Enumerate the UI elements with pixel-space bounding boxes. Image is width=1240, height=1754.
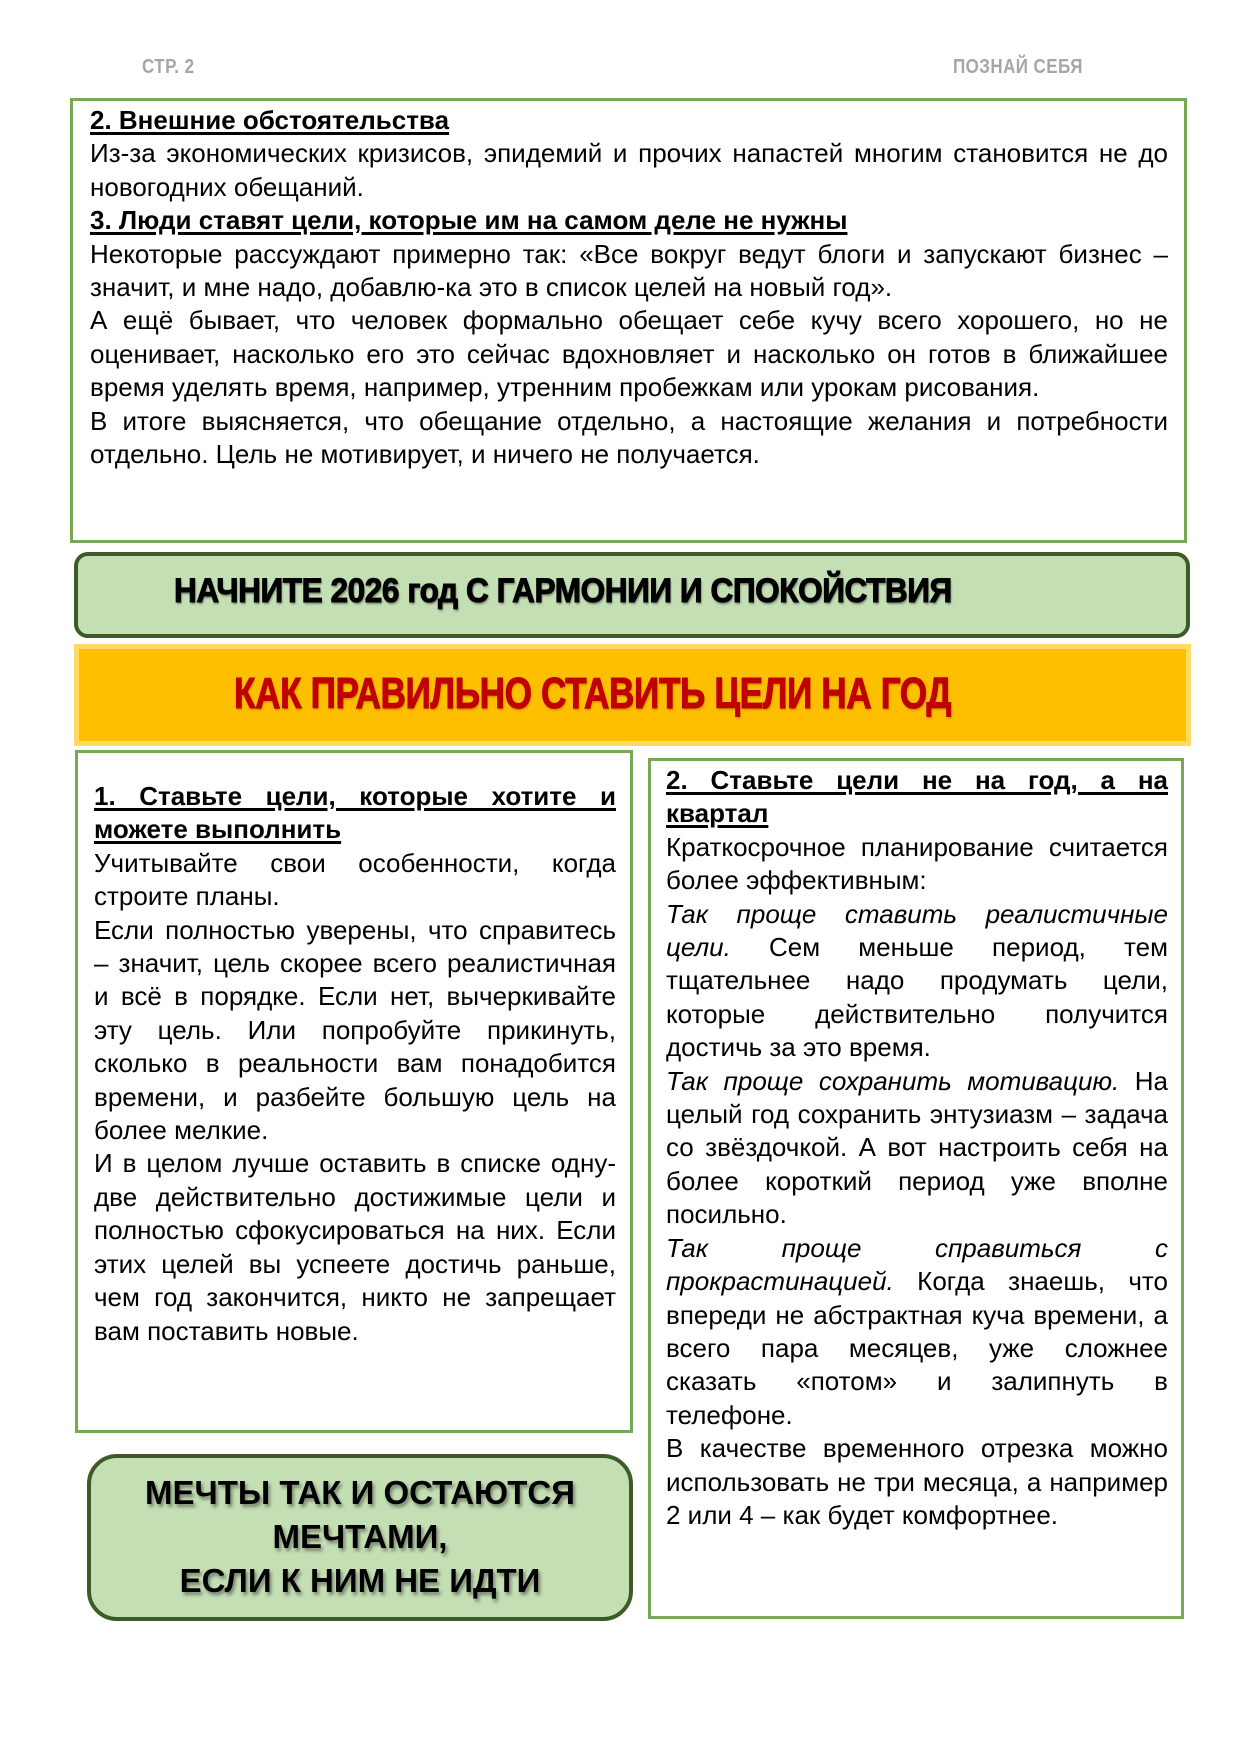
heading-external-circumstances: 2. Внешние обстоятельства <box>90 105 450 135</box>
page-number-label: СТР. 2 <box>142 56 195 78</box>
heading-quarterly-goals: 2. Ставьте цели не на год, а на квартал <box>666 765 1168 829</box>
harmony-banner-text: НАЧНИТЕ 2026 год С ГАРМОНИИ И СПОКОЙСТВИЯ <box>174 572 952 610</box>
paragraph-external-circumstances: Из-за экономических кризисов, эпидемий и прочих напастей многим становится не до новогодних обещаний. <box>90 138 1168 202</box>
point-keep-motivation-lead: Так проще сохранить мотивацию. <box>666 1065 1120 1096</box>
paragraph-time-period: В качестве временного отрезка можно использовать не три месяца, а например 2 или 4 – как будет комфортнее. <box>666 1433 1168 1530</box>
paragraph-conclusion: В итоге выясняется, что обещание отдельно, а настоящие желания и потребности отдельно. Цель не мотивирует, и ничего не получается. <box>90 405 1168 470</box>
dreams-quote-banner <box>87 1454 633 1621</box>
paragraph-if-confident: Если полностью уверены, что справитесь – значит, цель скорее всего реалистичная и всё в порядке. Если нет, вычеркивайте эту цель. Или попробуйте прикинуть, сколько в реальности вам понадобится времени, и разбейте большую цель на более мелкие. <box>94 914 616 1146</box>
goals-title-text: КАК ПРАВИЛЬНО СТАВИТЬ ЦЕЛИ НА ГОД <box>234 669 951 718</box>
dreams-quote-line-1: МЕЧТЫ ТАК И ОСТАЮТСЯ <box>145 1474 575 1511</box>
point-keep-motivation <box>666 1065 1168 1232</box>
paragraph-short-term-intro: Краткосрочное планирование считается более эффективным: <box>666 831 1168 896</box>
point-realistic-goals-lead: Так проще ставить реалистичные цели. <box>666 898 1168 963</box>
paragraph-formal-promises: А ещё бывает, что человек формально обещает себе кучу всего хорошего, но не оценивает, насколько его это сейчас вдохновляет и насколько он готов в ближайшее время уделять время, например, утренним пробежкам или урокам рисования. <box>90 305 1168 403</box>
point-procrastination-body: Когда знаешь, что впереди не абстрактная куча времени, а всего пара месяцев, уже сложнее сказать «потом» и залипнуть в телефоне. <box>666 1266 1168 1430</box>
quarterly-goals-box <box>648 758 1184 1619</box>
paragraph-blogs-business: Некоторые рассуждают примерно так: «Все вокруг ведут блоги и запускают бизнес – значит, и мне надо, добавлю-ка это в список целей на новый год». <box>90 238 1168 303</box>
point-realistic-goals <box>666 898 1168 1065</box>
dreams-quote-line-3: ЕСЛИ К НИМ НЕ ИДТИ <box>179 1562 541 1599</box>
point-keep-motivation-body: На целый год сохранить энтузиазм – задача со звёздочкой. А вот настроить себя на более короткий период уже вполне посильно. <box>666 1065 1168 1230</box>
point-procrastination-lead: Так проще справиться с прокрастинацией. <box>666 1232 1168 1297</box>
paragraph-focus-goals: И в целом лучше оставить в списке одну-две действительно достижимые цели и полностью сфокусироваться на них. Если этих целей вы успеете достичь раньше, чем год закончится, никто не запрещает вам поставить новые. <box>94 1148 616 1346</box>
dreams-quote-line-2: МЕЧТАМИ, <box>272 1518 448 1555</box>
heading-achievable-goals: 1. Ставьте цели, которые хотите и можете выполнить <box>94 781 616 845</box>
goals-title-banner <box>74 644 1191 746</box>
reasons-text-box <box>70 98 1187 543</box>
heading-unneeded-goals: 3. Люди ставят цели, которые им на самом деле не нужны <box>90 205 848 236</box>
point-realistic-goals-body: Сем меньше период, тем тщательнее надо продумать цели, которые действительно получится достичь за это время. <box>666 932 1168 1063</box>
point-procrastination <box>666 1232 1168 1432</box>
achievable-goals-box <box>75 750 633 1433</box>
harmony-banner <box>74 552 1190 638</box>
paragraph-consider-features: Учитывайте свои особенности, когда строите планы. <box>94 847 616 912</box>
section-title-label: ПОЗНАЙ СЕБЯ <box>953 56 1083 78</box>
